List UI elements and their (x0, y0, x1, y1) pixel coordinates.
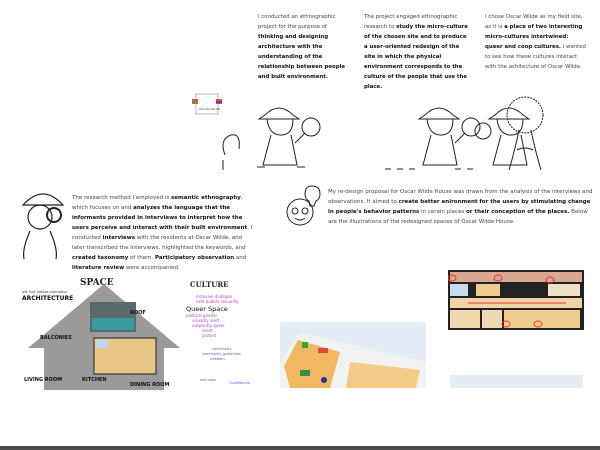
text-segment: , which focuses on and (72, 195, 243, 211)
culture-taxonomy-diagram: CULTURE inclusive dialogue safe bubble sexuality Queer Space political gender visuality alert outwardly queer silent protest community community guidelines freedom live coed Confluence (186, 280, 250, 385)
text-segment: were accompanied. (124, 265, 180, 271)
detective-3 (455, 108, 529, 169)
text-segment: and (234, 255, 247, 261)
space-taxonomy-diagram: SPACE old fruit hetero-normative ARCHITECTURE ROOF BALCONIES LIVING ROOM KITCHEN DINING ROOM (18, 278, 190, 390)
text-segment: of them. (128, 255, 155, 261)
emphasized-text: a place of two interesting micro-cultures intertwined: queer and coop cultures. (485, 24, 583, 50)
emphasized-text: thinking and designing architecture with the understanding of the relationship between people and built environment. (258, 34, 346, 80)
3d-floor-render (280, 322, 426, 388)
text-segment: with the residents at Oscar Wilde, and later transcribed the interviews, highlighted the keywords, and (72, 235, 246, 251)
text-segment: in cerain places (419, 209, 467, 215)
intro-col3 (485, 12, 587, 72)
text-segment: I conducted an ethnographic project for the purpose of (258, 14, 336, 30)
emphasized-text: created taxonomy (72, 255, 129, 261)
detective-1 (257, 108, 320, 167)
detective-portrait-icon (18, 185, 68, 260)
proposal-paragraph (328, 187, 594, 227)
floor-plan (448, 270, 584, 330)
emphasized-text: semantic ethnography (171, 195, 241, 201)
emphasized-text: create better enironment for the users by stimulating change in people's behavior patterns (328, 199, 591, 215)
emphasized-text: Participatory observation (155, 255, 235, 261)
text-segment: I wanted to see how these cultures interact with the achitecture of Oscar Wilde. (485, 44, 586, 70)
text-segment: I chose Oscar Wilde as my field site, as it is (485, 14, 583, 30)
emphasized-text: interviews (102, 235, 136, 241)
bottom-bar (0, 446, 600, 450)
text-segment: . I conducted (72, 225, 253, 241)
detective-sketches (205, 95, 600, 175)
emphasized-text: literature review (72, 265, 125, 271)
emphasized-text: or their conception of the places. (466, 209, 570, 215)
intro-col2 (364, 12, 468, 92)
oscar-wilde-sign: OSCAR WILDE (190, 91, 224, 117)
text-segment: The project engaged ethnographic research to (364, 14, 458, 30)
render-image-partial (450, 375, 583, 388)
text-segment: Below are the illustrations of the redesigned spaces of Oscar Wilde House. (328, 209, 588, 225)
detective-2 (385, 108, 480, 169)
text-segment: The research method I employed is (72, 195, 172, 201)
emphasized-text: study the micro-culture of the chosen site and to produce a user-oriented redesign of the site in which the physical environment corresponds to the culture of the people that use the place. (364, 24, 468, 90)
intro-col1 (258, 12, 348, 82)
method-paragraph (72, 193, 256, 273)
idea-face-icon (284, 184, 326, 229)
text-segment: My re-design proposal for Oscar Wilde House was drawn from the analysis of the interviews and observations. It aimed to (328, 189, 593, 205)
emphasized-text: analyzes the language that the informants provided in interviews to interpret how the users perceive and interact with their built environment (72, 205, 248, 231)
